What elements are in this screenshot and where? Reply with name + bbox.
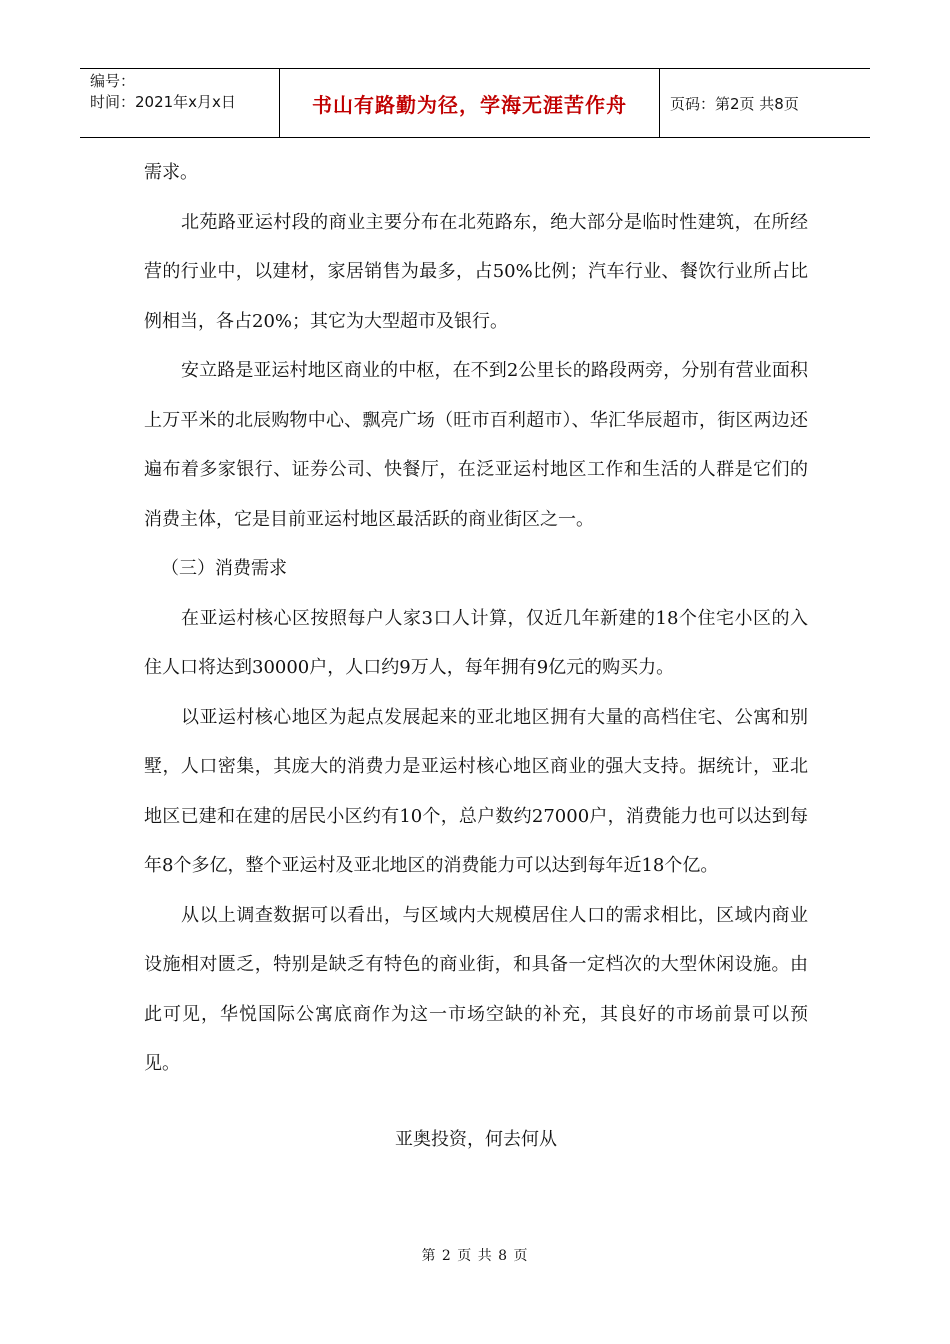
paragraph-beiyuan-road: 北苑路亚运村段的商业主要分布在北苑路东，绝大部分是临时性建筑，在所经营的行业中，以建材，家居销售为最多，占50%比例；汽车行业、餐饮行业所占比例相当，各占20%；其它为大型超市及银行。	[144, 211, 808, 332]
section-title-investment: 亚奥投资，何去何从	[395, 1128, 557, 1150]
paragraph-core-area: 在亚运村核心区按照每户人家3口人计算，仅近几年新建的18个住宅小区的入住人口将达到30000户，人口约9万人，每年拥有9亿元的购买力。	[144, 607, 808, 678]
document-time-label: 时间：2021年x月x日	[90, 93, 236, 111]
section-heading-consumption-demand: （三）消费需求	[161, 558, 287, 579]
page-header	[80, 68, 870, 138]
header-meta	[80, 69, 280, 137]
header-motto: 书山有路勤为径，学海无涯苦作舟	[280, 69, 660, 137]
paragraph-continuation: 需求。	[144, 162, 198, 183]
document-body	[144, 148, 808, 1164]
paragraph-anli-road: 安立路是亚运村地区商业的中枢，在不到2公里长的路段两旁，分别有营业面积上万平米的北辰购物中心、飘亮广场（旺市百利超市）、华汇华辰超市，街区两边还遍布着多家银行、证券公司、快餐厅，在泛亚运村地区工作和生活的人群是它们的消费主体，它是目前亚运村地区最活跃的商业街区之一。	[144, 360, 808, 530]
paragraph-yabei-area: 以亚运村核心地区为起点发展起来的亚北地区拥有大量的高档住宅、公寓和别墅，人口密集，其庞大的消费力是亚运村核心地区商业的强大支持。据统计，亚北地区已建和在建的居民小区约有10个，总户数约27000户，消费能力也可以达到每年8个多亿，整个亚运村及亚北地区的消费能力可以达到每年近18个亿。	[144, 706, 808, 876]
document-number-label: 编号：	[90, 72, 136, 90]
spacer	[144, 1089, 808, 1115]
header-page-info: 页码：第2页 共8页	[670, 94, 799, 113]
page-footer: 第 2 页 共 8 页	[421, 1248, 529, 1264]
paragraph-conclusion: 从以上调查数据可以看出，与区域内大规模居住人口的需求相比，区域内商业设施相对匮乏，特别是缺乏有特色的商业街，和具备一定档次的大型休闲设施。由此可见，华悦国际公寓底商作为这一市场空缺的补充，其良好的市场前景可以预见。	[144, 904, 808, 1074]
